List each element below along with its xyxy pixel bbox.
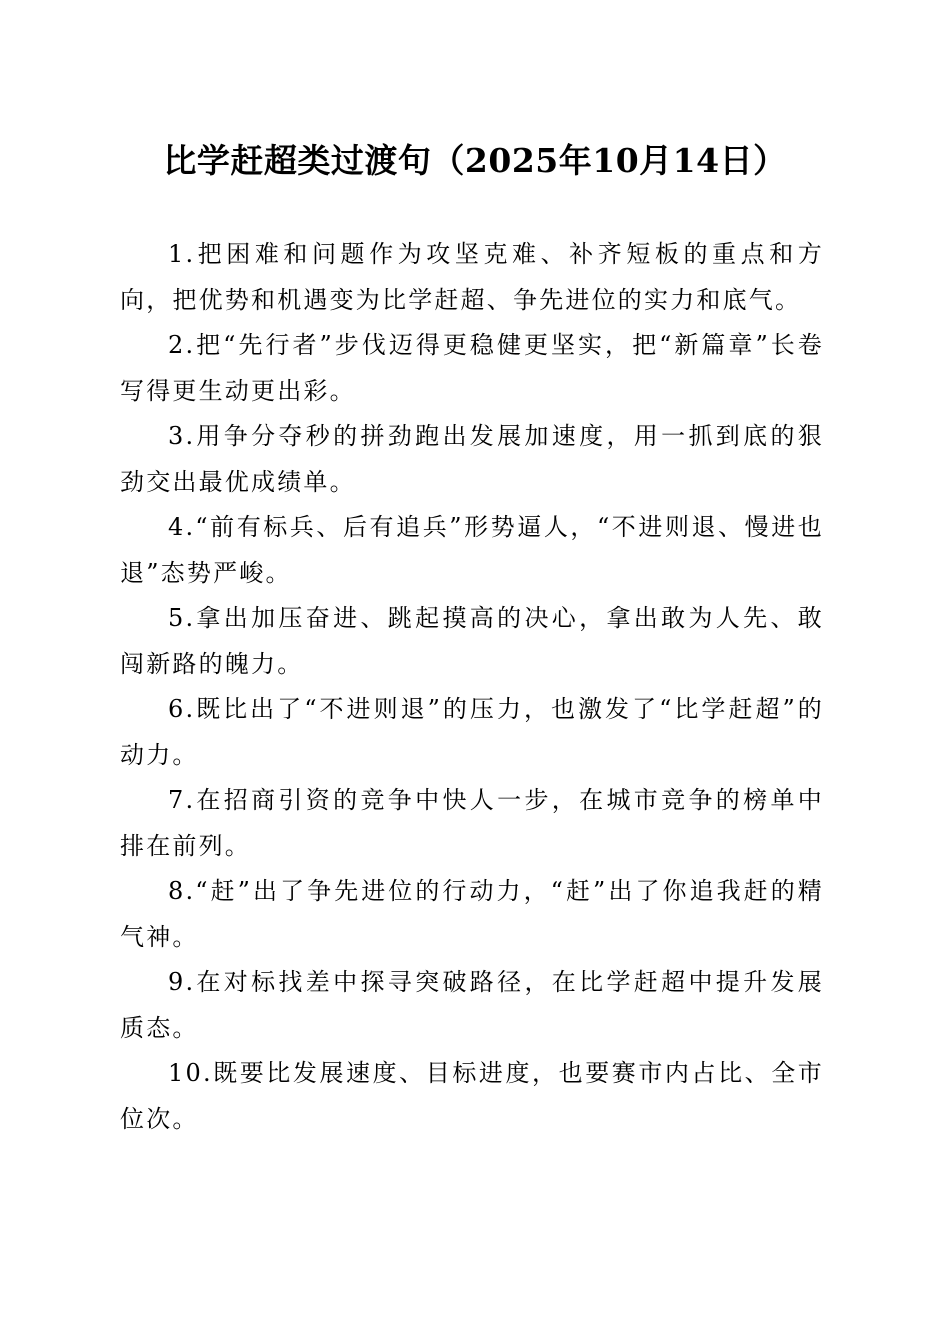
paragraph-4: 4.“前有标兵、后有追兵”形势逼人，“不进则退、慢进也退”态势严峻。 (120, 513, 824, 587)
paragraph-8: 8.“赶”出了争先进位的行动力，“赶”出了你追我赶的精气神。 (120, 877, 824, 951)
paragraph-7: 7.在招商引资的竞争中快人一步，在城市竞争的榜单中排在前列。 (120, 786, 824, 860)
paragraph-6: 6.既比出了“不进则退”的压力，也激发了“比学赶超”的动力。 (120, 695, 824, 769)
paragraph-2: 2.把“先行者”步伐迈得更稳健更坚实，把“新篇章”长卷写得更生动更出彩。 (120, 331, 824, 405)
paragraph-9: 9.在对标找差中探寻突破路径，在比学赶超中提升发展质态。 (120, 968, 824, 1042)
paragraph-10: 10.既要比发展速度、目标进度，也要赛市内占比、全市位次。 (120, 1059, 824, 1133)
document-body (120, 232, 824, 1142)
paragraph-1: 1.把困难和问题作为攻坚克难、补齐短板的重点和方向，把优势和机遇变为比学赶超、争先进位的实力和底气。 (120, 240, 824, 314)
document-title: 比学赶超类过渡句（2025年10月14日） (163, 141, 787, 180)
paragraph-3: 3.用争分夺秒的拼劲跑出发展加速度，用一抓到底的狠劲交出最优成绩单。 (120, 422, 824, 496)
paragraph-5: 5.拿出加压奋进、跳起摸高的决心，拿出敢为人先、敢闯新路的魄力。 (120, 604, 824, 678)
